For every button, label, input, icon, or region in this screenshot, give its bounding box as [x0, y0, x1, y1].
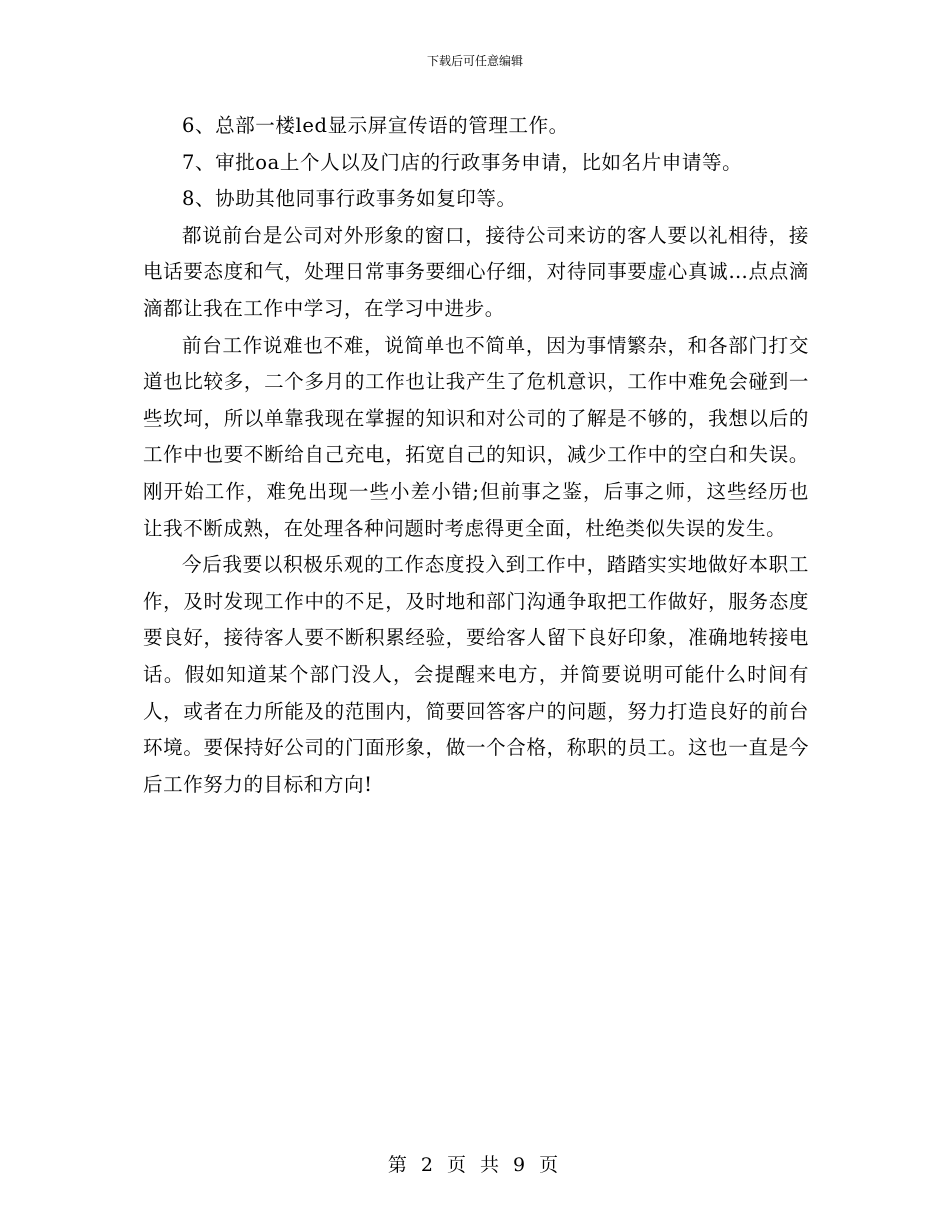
- list-item-6: 6、总部一楼led显示屏宣传语的管理工作。: [182, 114, 569, 137]
- paragraph-front-desk-window: 都说前台是公司对外形象的窗口，接待公司来访的客人要以礼相待，接电话要态度和气，处理日常事务要细心仔细，对待同事要虚心真诚…点点滴滴都让我在工作中学习，在学习中进步。: [143, 223, 809, 320]
- paragraph-front-desk-work: 前台工作说难也不难，说简单也不简单，因为事情繁杂，和各部门打交道也比较多，二个多月的工作也让我产生了危机意识，工作中难免会碰到一些坎坷，所以单靠我现在掌握的知识和对公司的了解是不够的，我想以后的工作中也要不断给自己充电，拓宽自己的知识，减少工作中的空白和失误。刚开始工作，难免出现一些小差小错;但前事之鉴，后事之师，这些经历也让我不断成熟，在处理各种问题时考虑得更全面，杜绝类似失误的发生。: [143, 333, 809, 540]
- page-number: 第 2 页 共 9 页: [387, 1154, 563, 1176]
- page-header: 下载后可任意编辑: [426, 54, 523, 68]
- paragraph-future-plan: 今后我要以积极乐观的工作态度投入到工作中，踏踏实实地做好本职工作，及时发现工作中的不足，及时地和部门沟通争取把工作做好，服务态度要良好，接待客人要不断积累经验，要给客人留下良好印象，准确地转接电话。假如知道某个部门没人，会提醒来电方，并简要说明可能什么时间有人，或者在力所能及的范围内，简要回答客户的问题，努力打造良好的前台环境。要保持好公司的门面形象，做一个合格，称职的员工。这也一直是今后工作努力的目标和方向!: [143, 553, 809, 796]
- list-item-8: 8、协助其他同事行政事务如复印等。: [182, 187, 517, 211]
- document-body: [143, 108, 809, 803]
- list-item-7: 7、审批oa上个人以及门店的行政事务申请，比如名片申请等。: [182, 150, 743, 174]
